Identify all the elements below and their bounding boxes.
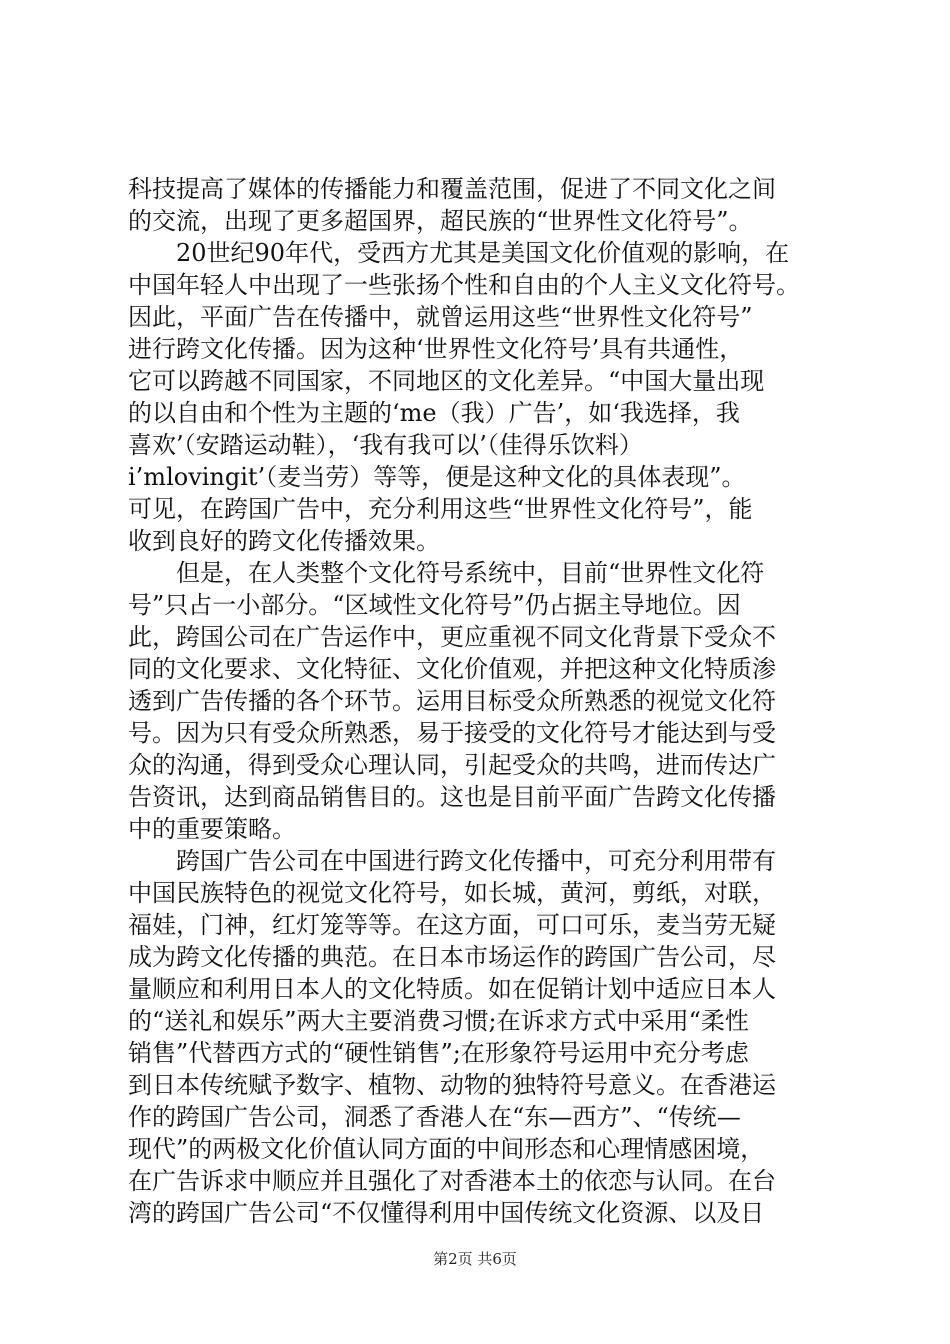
text-line: 销售”代替西方式的“硬性销售”;在形象符号运用中充分考虑 — [128, 1039, 749, 1067]
page-footer — [0, 1248, 950, 1269]
text-line: 作的跨国广告公司，洞悉了香港人在“东—西方”、“传统— — [128, 1103, 741, 1131]
text-line: 现代”的两极文化价值认同方面的中间形态和心理情感困境， — [128, 1135, 765, 1163]
text-line: 的“送礼和娱乐”两大主要消费习惯;在诉求方式中采用“柔性 — [128, 1007, 749, 1035]
text-line: 可见，在跨国广告中，充分利用这些“世界性文化符号”，能 — [128, 495, 753, 523]
text-line: 进行跨文化传播。因为这种‘世界性文化符号’具有共通性， — [128, 335, 744, 363]
text-line: 因此，平面广告在传播中，就曾运用这些“世界性文化符号” — [128, 303, 753, 331]
text-line: 量顺应和利用日本人的文化特质。如在促销计划中适应日本人 — [128, 975, 776, 1003]
text-line: 跨国广告公司在中国进行跨文化传播中，可充分利用带有 — [128, 847, 776, 875]
text-line: 但是，在人类整个文化符号系统中，目前“世界性文化符 — [128, 559, 765, 587]
text-line: 告资讯，达到商品销售目的。这也是目前平面广告跨文化传播 — [128, 783, 776, 811]
text-line: i’mlovingit’（麦当劳）等等，便是这种文化的具体表现”。 — [128, 463, 746, 491]
text-line: 此，跨国公司在广告运作中，更应重视不同文化背景下受众不 — [128, 623, 776, 651]
text-line: 中的重要策略。 — [128, 815, 296, 843]
text-line: 透到广告传播的各个环节。运用目标受众所熟悉的视觉文化符 — [128, 687, 776, 715]
text-line: 它可以跨越不同国家，不同地区的文化差异。“中国大量出现 — [128, 367, 765, 395]
text-line: 在广告诉求中顺应并且强化了对香港本土的依恋与认同。在台 — [128, 1167, 776, 1195]
text-line: 湾的跨国广告公司“不仅懂得利用中国传统文化资源、以及日 — [128, 1199, 765, 1227]
text-line: 同的文化要求、文化特征、文化价值观，并把这种文化特质渗 — [128, 655, 776, 683]
text-line: 中国民族特色的视觉文化符号，如长城，黄河，剪纸，对联， — [128, 879, 776, 907]
text-line: 科技提高了媒体的传播能力和覆盖范围，促进了不同文化之间 — [128, 175, 776, 203]
text-line: 福娃，门神，红灯笼等等。在这方面，可口可乐，麦当劳无疑 — [128, 911, 776, 939]
text-line: 20世纪90年代，受西方尤其是美国文化价值观的影响，在 — [128, 239, 790, 267]
text-line: 中国年轻人中出现了一些张扬个性和自由的个人主义文化符号。 — [128, 271, 800, 299]
text-line: 喜欢’（安踏运动鞋），‘我有我可以’（佳得乐饮料） — [128, 431, 643, 459]
text-line: 收到良好的跨文化传播效果。 — [128, 527, 440, 555]
text-line: 的交流，出现了更多超国界，超民族的“世界性文化符号”。 — [128, 207, 753, 235]
text-line: 的以自由和个性为主题的‘me（我）广告’，如‘我选择，我 — [128, 399, 740, 427]
document-body — [128, 173, 828, 1229]
text-line: 到日本传统赋予数字、植物、动物的独特符号意义。在香港运 — [128, 1071, 776, 1099]
text-line: 号”只占一小部分。“区域性文化符号”仍占据主导地位。因 — [128, 591, 741, 619]
page-number-label: 第2页 共6页 — [433, 1250, 517, 1268]
text-line: 成为跨文化传播的典范。在日本市场运作的跨国广告公司，尽 — [128, 943, 776, 971]
text-line: 号。因为只有受众所熟悉，易于接受的文化符号才能达到与受 — [128, 719, 776, 747]
text-line: 众的沟通，得到受众心理认同，引起受众的共鸣，进而传达广 — [128, 751, 776, 779]
